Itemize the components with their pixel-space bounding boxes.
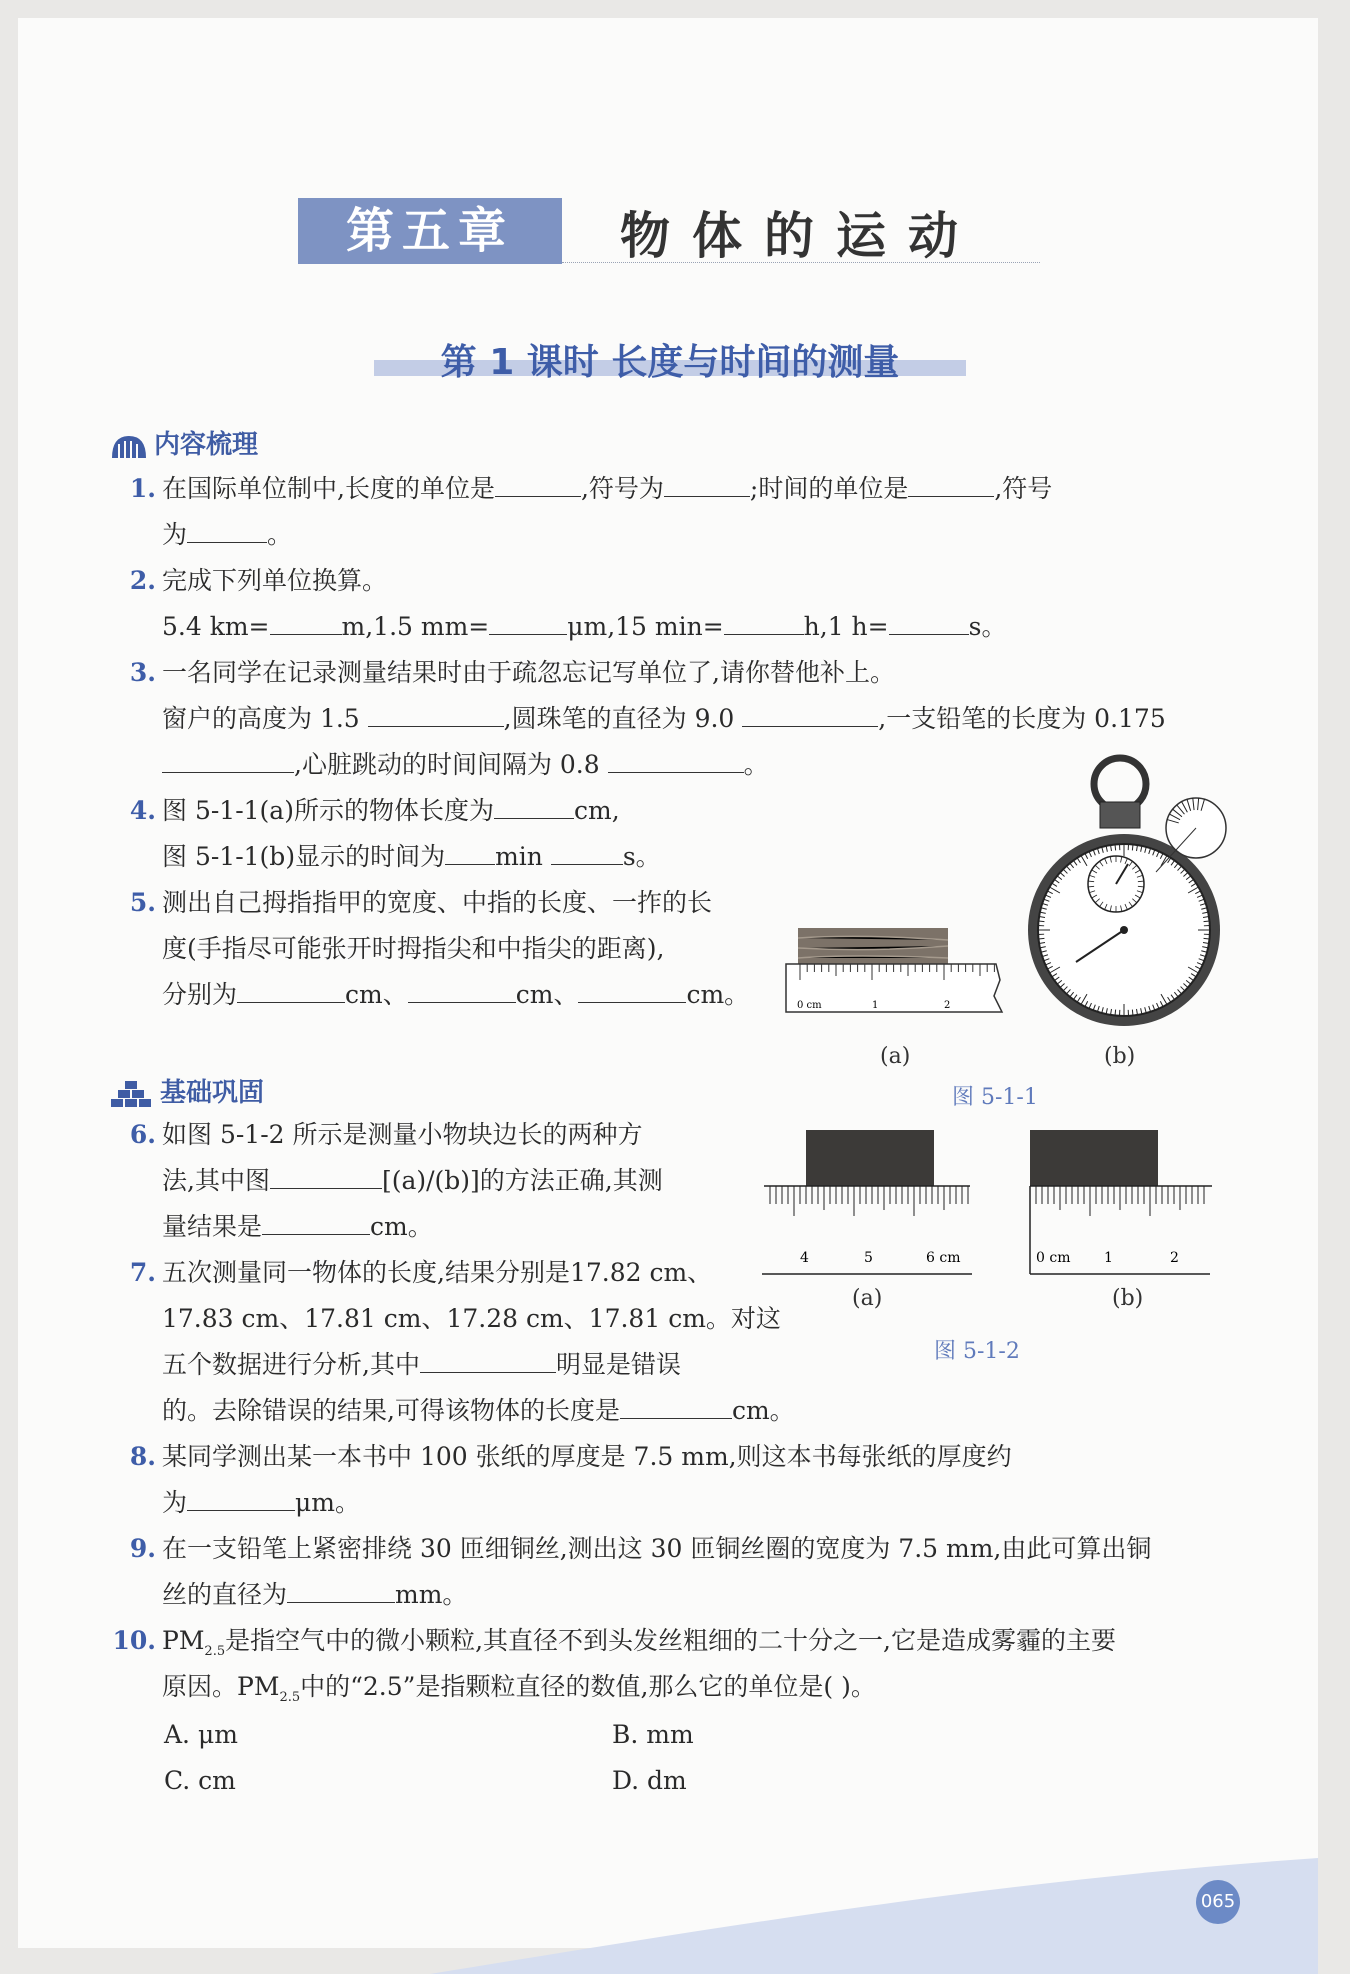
q7-line2 — [162, 1302, 781, 1336]
q3-line2 — [162, 702, 1166, 736]
q2-text-a: 5.4 km= — [162, 612, 270, 641]
q10-line1 — [112, 1624, 1116, 1669]
dial-tick — [1132, 1010, 1133, 1016]
q2-text-b: m,1.5 mm= — [341, 612, 490, 641]
q2-text-c: μm,15 min= — [567, 612, 724, 641]
q4-number: 4. — [129, 796, 156, 825]
q7-text-1: 五次测量同一物体的长度,结果分别是17.82 cm、 — [162, 1258, 713, 1287]
section-basic-label: 基础巩固 — [160, 1078, 265, 1108]
q1-text-e: 为 — [162, 520, 188, 549]
ruler-b-label-2: 2 — [1170, 1250, 1179, 1266]
q4-text-c: 图 5-1-1(b)显示的时间为 — [162, 842, 446, 871]
fig1-label-b: (b) — [1104, 1044, 1136, 1069]
q2-blank-2[interactable] — [489, 610, 567, 635]
q5-line1 — [118, 886, 712, 920]
q5-number: 5. — [129, 888, 156, 917]
q1-text-b: ,符号为 — [580, 474, 664, 503]
q6-text-b: [(a)/(b)]的方法正确,其测 — [381, 1166, 663, 1195]
q8-blank-1[interactable] — [187, 1486, 295, 1511]
ruler-a-label-5: 5 — [864, 1250, 873, 1266]
q2-text: 完成下列单位换算。 — [162, 566, 388, 595]
figure-5-1-1a-ruler — [782, 920, 1012, 1024]
q10-option-a[interactable]: A. μm — [164, 1720, 238, 1749]
q6-blank-2[interactable] — [262, 1210, 370, 1235]
q10-text-1: 是指空气中的微小颗粒,其直径不到头发丝粗细的二十分之一,它是造成雾霾的主要 — [225, 1626, 1117, 1655]
q6-line3 — [162, 1210, 433, 1244]
blocks-icon — [110, 1079, 154, 1109]
q4-blank-3[interactable] — [551, 840, 623, 865]
q1-number: 1. — [129, 474, 156, 503]
q2-blank-3[interactable] — [724, 610, 804, 635]
dome-icon — [110, 432, 148, 460]
q3-blank-3[interactable] — [162, 748, 294, 773]
section-basic-heading — [110, 1072, 264, 1109]
stopwatch-crown — [1100, 802, 1140, 828]
q1-blank-1[interactable] — [495, 472, 581, 497]
q3-number: 3. — [129, 658, 156, 687]
ruler-a-label-6: 6 cm — [926, 1250, 961, 1266]
q10-number: 10. — [112, 1626, 156, 1655]
q9-text-a: 丝的直径为 — [162, 1580, 288, 1609]
q9-text-b: mm。 — [395, 1580, 468, 1609]
q3-text-a: 窗户的高度为 1.5 — [162, 704, 360, 733]
fig1-label-a: (a) — [880, 1044, 911, 1069]
ruler-b-label-1: 1 — [1104, 1250, 1113, 1266]
q4-text-b: cm, — [573, 796, 620, 825]
ruler-label-2: 2 — [944, 1000, 951, 1011]
q1-blank-4[interactable] — [187, 518, 267, 543]
q6-line2 — [162, 1164, 663, 1198]
q2-text-d: h,1 h= — [803, 612, 889, 641]
q7-line4 — [162, 1394, 795, 1428]
q10-pm-sub: 2.5 — [204, 1644, 226, 1659]
q3-text: 一名同学在记录测量结果时由于疏忽忘记写单位了,请你替他补上。 — [162, 658, 895, 687]
q5-blank-1[interactable] — [237, 978, 345, 1003]
q3-text-e: 。 — [743, 750, 769, 779]
q3-line3 — [162, 748, 769, 782]
q8-number: 8. — [129, 1442, 156, 1471]
q3-blank-2[interactable] — [742, 702, 878, 727]
q5-line2 — [162, 932, 664, 966]
q9-line2 — [162, 1578, 467, 1612]
q8-text-1: 某同学测出某一本书中 100 张纸的厚度是 7.5 mm,则这本书每张纸的厚度约 — [162, 1442, 1012, 1471]
q6-text-d: cm。 — [370, 1212, 433, 1241]
figure-5-1-1b-stopwatch — [1018, 752, 1228, 1040]
q8-line2 — [162, 1486, 360, 1520]
q10-option-c[interactable]: C. cm — [164, 1766, 236, 1795]
q5-line3 — [162, 978, 749, 1012]
q7-text-c: 的。去除错误的结果,可得该物体的长度是 — [162, 1396, 620, 1425]
q9-number: 9. — [129, 1534, 156, 1563]
q5-text-b: cm、 — [345, 980, 408, 1009]
q7-text-a: 五个数据进行分析,其中 — [162, 1350, 420, 1379]
q10-option-d[interactable]: D. dm — [612, 1766, 687, 1795]
ruler-label-1: 1 — [872, 1000, 879, 1011]
q1-text-d: ,符号 — [994, 474, 1053, 503]
q6-number: 6. — [129, 1120, 156, 1149]
chapter-label: 第五章 — [298, 198, 562, 264]
block-a — [806, 1130, 934, 1186]
q4-line1 — [118, 794, 620, 828]
dial-tick — [1204, 938, 1210, 939]
q10-pm: PM — [162, 1626, 205, 1655]
q1-line1 — [118, 472, 1052, 506]
q8-text-b: μm。 — [295, 1488, 360, 1517]
q4-blank-1[interactable] — [494, 794, 574, 819]
q3-blank-4[interactable] — [608, 748, 744, 773]
q4-line2 — [162, 840, 661, 874]
block-b — [1030, 1130, 1158, 1186]
q7-line3 — [162, 1348, 681, 1382]
q9-text-1: 在一支铅笔上紧密排绕 30 匝细铜丝,测出这 30 匝铜丝圈的宽度为 7.5 mm,由此可算出铜 — [162, 1534, 1152, 1563]
dial-tick — [1038, 938, 1044, 939]
q1-text-f: 。 — [267, 520, 293, 549]
q5-text-a: 分别为 — [162, 980, 238, 1009]
q10-line2 — [162, 1670, 876, 1715]
q5-text-d: cm。 — [686, 980, 750, 1009]
chapter-rule — [562, 262, 1040, 263]
q1-blank-2[interactable] — [664, 472, 750, 497]
fig2-label-a: (a) — [852, 1286, 883, 1311]
q4-blank-2[interactable] — [445, 840, 495, 865]
figure-5-1-2a — [762, 1126, 972, 1276]
q6-text-1: 如图 5-1-2 所示是测量小物块边长的两种方 — [162, 1120, 643, 1149]
figure-5-1-2b — [1024, 1126, 1214, 1276]
q6-blank-1[interactable] — [270, 1164, 382, 1189]
q10-pm-sub-2: 2.5 — [279, 1690, 301, 1705]
dial-tick — [1115, 844, 1116, 850]
q6-text-a: 法,其中图 — [162, 1166, 270, 1195]
section-review-heading — [110, 424, 258, 461]
dial-tick — [1132, 844, 1133, 850]
fig1-caption: 图 5-1-1 — [952, 1085, 1038, 1110]
q10-text-2b: 中的“2.5”是指颗粒直径的数值,那么它的单位是( )。 — [300, 1672, 876, 1701]
q4-text-d: min — [495, 842, 543, 871]
q3-line1 — [118, 656, 895, 690]
ruler-a-label-4: 4 — [800, 1250, 809, 1266]
section-review-label: 内容梳理 — [154, 430, 259, 460]
q4-text-a: 图 5-1-1(a)所示的物体长度为 — [162, 796, 494, 825]
chapter-title: 物体的运动 — [620, 206, 980, 265]
q5-blank-3[interactable] — [578, 978, 686, 1003]
q7-blank-1[interactable] — [420, 1348, 556, 1373]
q6-line1 — [118, 1118, 643, 1152]
q3-text-d: ,心脏跳动的时间间隔为 0.8 — [294, 750, 600, 779]
q2-text-e: s。 — [968, 612, 1007, 641]
dial-tick — [1038, 921, 1044, 922]
q3-text-b: ,圆珠笔的直径为 9.0 — [503, 704, 735, 733]
q6-text-c: 量结果是 — [162, 1212, 263, 1241]
q7-text-b: 明显是错误 — [555, 1350, 681, 1379]
q9-blank-1[interactable] — [287, 1578, 395, 1603]
q1-blank-3[interactable] — [908, 472, 994, 497]
q7-text-2: 17.83 cm、17.81 cm、17.28 cm、17.81 cm。对这 — [162, 1304, 781, 1333]
dial-tick — [1115, 1010, 1116, 1016]
q1-text-a: 在国际单位制中,长度的单位是 — [162, 474, 495, 503]
ruler-label-0: 0 cm — [797, 1000, 822, 1011]
q7-line1 — [118, 1256, 712, 1290]
bottom-wave-decoration — [0, 1820, 1350, 1974]
q3-text-c: ,一支铅笔的长度为 0.175 — [878, 704, 1166, 733]
q5-blank-2[interactable] — [408, 978, 516, 1003]
page-number: 065 — [1196, 1880, 1240, 1924]
q2-blank-1[interactable] — [270, 610, 342, 635]
lesson-title: 第 1 课时 长度与时间的测量 — [440, 342, 900, 383]
q7-text-d: cm。 — [731, 1396, 795, 1425]
q5-text-c: cm、 — [515, 980, 579, 1009]
q2-blank-4[interactable] — [889, 610, 969, 635]
dial-tick — [1204, 921, 1210, 922]
q8-line1 — [118, 1440, 1012, 1474]
q5-text-1: 测出自己拇指指甲的宽度、中指的长度、一拃的长 — [162, 888, 713, 917]
q10-option-b[interactable]: B. mm — [612, 1720, 694, 1749]
wood-block — [798, 928, 948, 964]
ruler-b-label-0: 0 cm — [1036, 1250, 1071, 1266]
q5-text-2: 度(手指尽可能张开时拇指尖和中指尖的距离), — [162, 934, 665, 963]
q8-text-a: 为 — [162, 1488, 188, 1517]
q2-number: 2. — [129, 566, 156, 595]
q10-pm-2: PM — [237, 1672, 280, 1701]
fig2-label-b: (b) — [1112, 1286, 1144, 1311]
q1-line2 — [162, 518, 292, 552]
q1-text-c: ;时间的单位是 — [749, 474, 909, 503]
q7-blank-2[interactable] — [620, 1394, 732, 1419]
q9-line1 — [118, 1532, 1151, 1566]
q3-blank-1[interactable] — [368, 702, 504, 727]
q4-text-e: s。 — [622, 842, 661, 871]
fig2-caption: 图 5-1-2 — [934, 1339, 1020, 1364]
q2-line2 — [162, 610, 1006, 644]
q10-text-2a: 原因。 — [162, 1672, 238, 1701]
q7-number: 7. — [129, 1258, 156, 1287]
q2-line1 — [118, 564, 387, 598]
